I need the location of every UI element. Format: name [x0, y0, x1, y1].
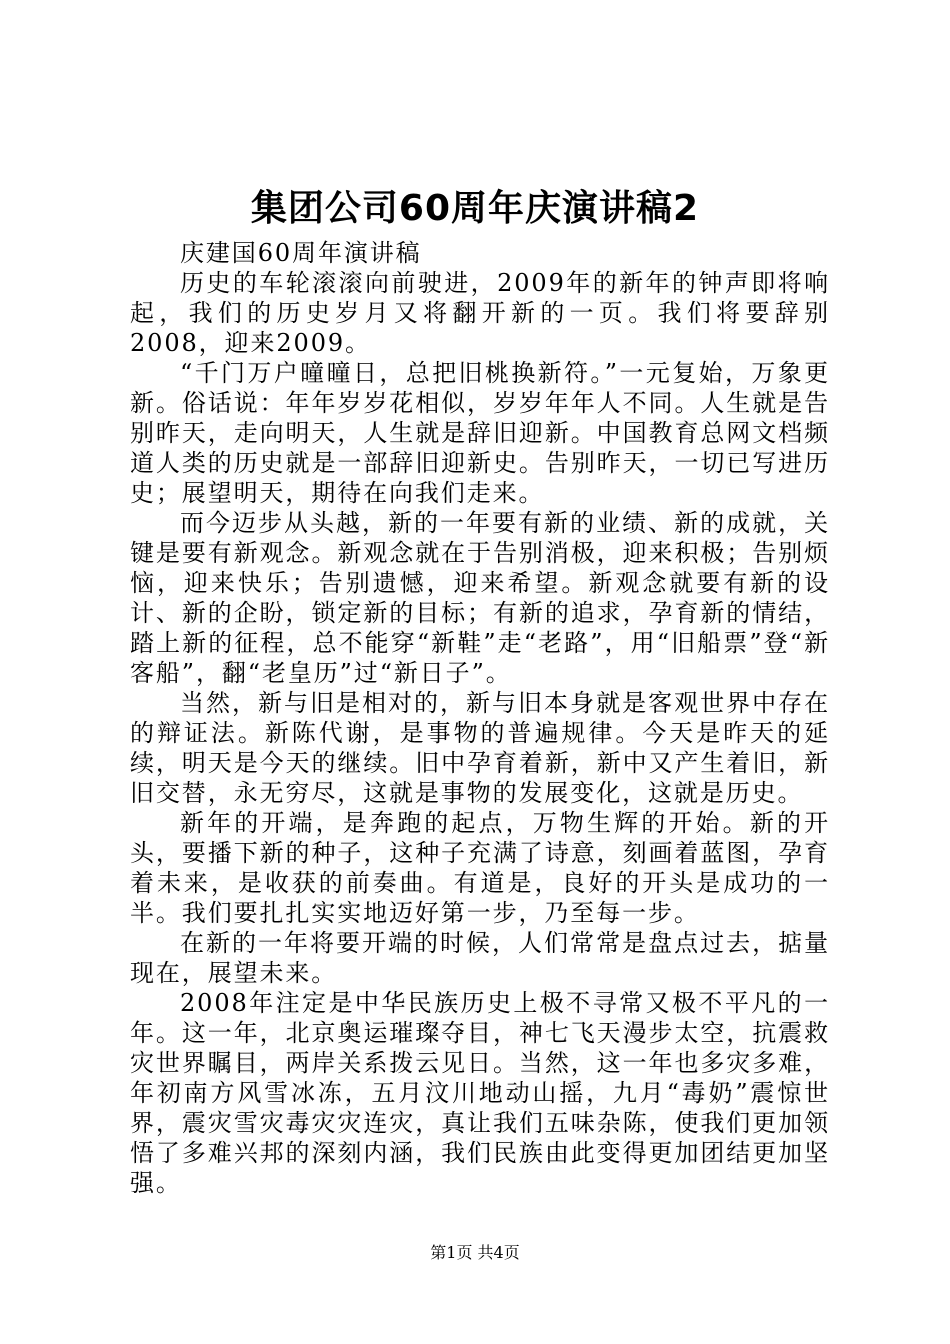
document-body — [130, 238, 830, 1198]
paragraph: “千门万户曈曈日，总把旧桃换新符。”一元复始，万象更新。俗话说：年年岁岁花相似，岁岁年年人不同。人生就是告别昨天，走向明天，人生就是辞旧迎新。中国教育总网文档频道人类的历史就是一部辞旧迎新史。告别昨天，一切已写进历史；展望明天，期待在向我们走来。 — [130, 359, 830, 507]
paragraph: 历史的车轮滚滚向前驶进，2009年的新年的钟声即将响起，我们的历史岁月又将翻开新的一页。我们将要辞别2008，迎来2009。 — [130, 269, 830, 357]
paragraph: 2008年注定是中华民族历史上极不寻常又极不平凡的一年。这一年，北京奥运璀璨夺目，神七飞天漫步太空，抗震救灾世界瞩目，两岸关系拨云见日。当然，这一年也多灾多难，年初南方风雪冰冻，五月汶川地动山摇，九月“毒奶”震惊世界，震灾雪灾毒灾灾连灾，真让我们五味杂陈，使我们更加领悟了多难兴邦的深刻内涵，我们民族由此变得更加团结更加坚强。 — [130, 989, 830, 1197]
paragraph: 而今迈步从头越，新的一年要有新的业绩、新的成就，关键是要有新观念。新观念就在于告别消极，迎来积极；告别烦恼，迎来快乐；告别遗憾，迎来希望。新观念就要有新的设计、新的企盼，锁定新的目标；有新的追求，孕育新的情结，踏上新的征程，总不能穿“新鞋”走“老路”，用“旧船票”登“新客船”，翻“老皇历”过“新日子”。 — [130, 509, 830, 687]
document-title: 集团公司60周年庆演讲稿2 — [250, 188, 700, 229]
paragraph: 庆建国60周年演讲稿 — [180, 239, 422, 267]
paragraph: 新年的开端，是奔跑的起点，万物生辉的开始。新的开头，要播下新的种子，这种子充满了诗意，刻画着蓝图，孕育着未来，是收获的前奏曲。有道是，良好的开头是成功的一半。我们要扎扎实实地迈好第一步，乃至每一步。 — [130, 809, 830, 927]
paragraph: 当然，新与旧是相对的，新与旧本身就是客观世界中存在的辩证法。新陈代谢，是事物的普遍规律。今天是昨天的延续，明天是今天的继续。旧中孕育着新，新中又产生着旧，新旧交替，永无穷尽，这就是事物的发展变化，这就是历史。 — [130, 689, 830, 807]
paragraph: 在新的一年将要开端的时候，人们常常是盘点过去，掂量现在，展望未来。 — [130, 929, 830, 987]
page-footer: 第1页 共4页 — [430, 1243, 520, 1262]
